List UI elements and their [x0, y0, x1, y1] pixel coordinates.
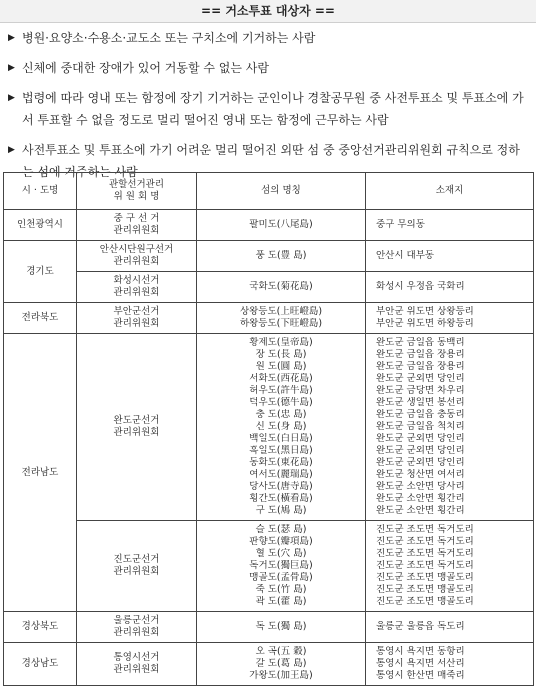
bullet-mark-icon: ▶: [8, 33, 15, 43]
location-name: 울릉군 울릉읍 독도리: [376, 621, 465, 632]
location-name: 통영시 욕지면 동항리: [376, 646, 465, 657]
location-name: 진도군 조도면 독거도리: [376, 524, 474, 535]
location-name: 완도군 군외면 당인리: [376, 433, 465, 444]
province-name: 인천광역시: [17, 219, 63, 230]
bullet-item: [8, 27, 530, 49]
island-name: 횡간도(橫看島): [249, 493, 313, 504]
bullet-item: [8, 57, 530, 79]
commission-line: 안산시단원구선거: [99, 244, 174, 255]
island-name: 곽 도(藿 島): [255, 596, 307, 607]
island-cell: [197, 612, 366, 643]
location-cell: [366, 643, 534, 686]
location-name: 통영시 한산면 매죽리: [376, 670, 465, 681]
province-cell: [4, 241, 77, 303]
location-name: 완도군 소안면 당사리: [376, 481, 465, 492]
bullet-item: [8, 87, 530, 131]
island-name: 독 도(獨 島): [255, 621, 307, 632]
commission-cell: [77, 612, 197, 643]
province-cell: [4, 303, 77, 334]
header-commission: [77, 173, 197, 210]
commission-cell: [77, 272, 197, 303]
province-cell: [4, 210, 77, 241]
island-name: 슬 도(瑟 島): [255, 524, 307, 535]
header-line: 섬의 명칭: [261, 185, 301, 196]
location-name: 진도군 조도면 독거도리: [376, 536, 474, 547]
island-name: 신 도(身 島): [255, 421, 307, 432]
location-name: 완도군 군외면 당인리: [376, 373, 465, 384]
location-cell: [366, 303, 534, 334]
header-line: 위 원 회 명: [113, 191, 160, 202]
island-name: 팔미도(八尾島): [249, 219, 313, 230]
island-name: 백일도(白日島): [249, 433, 313, 444]
island-name: 서화도(西花島): [249, 373, 313, 384]
location-name: 통영시 욕지면 서산리: [376, 658, 465, 669]
commission-line: 부안군선거: [113, 306, 160, 317]
province-name: 전라북도: [21, 312, 59, 323]
island-name: 하왕등도(下旺嶝島): [239, 318, 323, 329]
commission-cell: [77, 303, 197, 334]
island-cell: [197, 241, 366, 272]
header-location: [366, 173, 534, 210]
commission-line: 관리위원회: [113, 256, 160, 267]
location-name: 완도군 생일면 봉선리: [376, 397, 465, 408]
commission-cell: [77, 521, 197, 612]
commission-line: 화성시선거: [113, 275, 160, 286]
province-name: 전라남도: [21, 466, 59, 478]
commission-line: 관리위원회: [113, 287, 160, 298]
island-name: 여서도(麗瑞島): [249, 469, 313, 480]
commission-line: 통영시선거: [113, 652, 160, 663]
island-name: 죽 도(竹 島): [255, 584, 307, 595]
island-name: 구 도(鳩 島): [255, 505, 307, 516]
bullet-text: 병원·요양소·수용소·교도소 또는 구치소에 기거하는 사람: [22, 31, 316, 45]
commission-line: 관리위원회: [113, 566, 160, 577]
table-row: [4, 334, 534, 521]
commission-line: 관리위원회: [113, 225, 160, 236]
location-name: 진도군 조도면 맹골도리: [376, 584, 474, 595]
island-name: 풍 도(豊 島): [255, 250, 307, 261]
island-name: 당사도(唐寺島): [249, 481, 313, 492]
island-cell: [197, 210, 366, 241]
commission-line: 울릉군선거: [113, 615, 160, 626]
bullet-text: 사전투표소 및 투표소에 가기 어려운 멀리 떨어진 외딴 섬 중 중앙선거관리위원회 규칙으로 정하는 섬에 거주하는 사람: [22, 143, 520, 179]
island-name: 동화도(東花島): [249, 457, 313, 468]
location-cell: [366, 521, 534, 612]
table-row: [4, 612, 534, 643]
table-row: [4, 210, 534, 241]
island-cell: [197, 272, 366, 303]
commission-cell: [77, 643, 197, 686]
province-cell: [4, 334, 77, 612]
location-name: 완도군 금일읍 동백리: [376, 337, 465, 348]
location-name: 완도군 소안면 횡간리: [376, 505, 465, 516]
location-name: 완도군 군외면 당인리: [376, 445, 465, 456]
commission-line: 관리위원회: [113, 427, 160, 438]
location-name: 진도군 조도면 독거도리: [376, 560, 474, 571]
location-cell: [366, 334, 534, 521]
island-name: 흑일도(黑日島): [249, 445, 313, 456]
location-name: 완도군 소안면 횡간리: [376, 493, 465, 504]
table-row: [4, 241, 534, 272]
province-name: 경기도: [26, 265, 54, 277]
location-cell: [366, 272, 534, 303]
location-name: 완도군 금당면 차우리: [376, 385, 465, 396]
location-name: 완도군 청산면 여서리: [376, 469, 465, 480]
page-title: == 거소투표 대상자 ==: [0, 0, 536, 23]
commission-line: 중 구 선 거: [113, 213, 160, 224]
island-name: 덕우도(德牛島): [249, 397, 313, 408]
commission-cell: [77, 334, 197, 521]
island-cell: [197, 334, 366, 521]
island-name: 충 도(忠 島): [255, 409, 307, 420]
island-name: 허우도(許牛島): [249, 385, 313, 396]
location-name: 부안군 위도면 상왕등리: [376, 306, 474, 317]
island-name: 국화도(菊花島): [249, 281, 313, 292]
island-name: 가왕도(加王島): [249, 670, 313, 681]
header-line: 소재지: [435, 185, 464, 196]
header-line: 관할선거관리: [108, 179, 165, 190]
location-name: 진도군 조도면 맹골도리: [376, 572, 474, 583]
commission-line: 관리위원회: [113, 318, 160, 329]
header-island: [197, 173, 366, 210]
province-cell: [4, 643, 77, 686]
island-cell: [197, 521, 366, 612]
location-name: 부안군 위도면 하왕등리: [376, 318, 474, 329]
island-name: 황제도(皇帝島): [249, 337, 313, 348]
table-row: [4, 303, 534, 334]
location-name: 화성시 우정읍 국화리: [376, 281, 465, 292]
province-cell: [4, 612, 77, 643]
island-name: 장 도(長 島): [255, 349, 307, 360]
island-name: 판향도(瓣項島): [249, 536, 313, 547]
island-table: [3, 172, 534, 686]
island-name: 독거도(獨巨島): [249, 560, 313, 571]
location-name: 완도군 금일읍 충동리: [376, 409, 465, 420]
location-name: 안산시 대부동: [376, 250, 435, 261]
commission-cell: [77, 241, 197, 272]
island-name: 원 도(圓 島): [255, 361, 307, 372]
table-row: [4, 521, 534, 612]
commission-line: 진도군선거: [113, 554, 160, 565]
location-name: 진도군 조도면 독거도리: [376, 548, 474, 559]
location-name: 중구 무의동: [376, 219, 425, 230]
bullet-text: 법령에 따라 영내 또는 함정에 장기 기거하는 군인이나 경찰공무원 중 사전투표소 및 투표소에 가서 투표할 수 없을 정도로 멀리 떨어진 영내 또는 함정에 근무하는 사람: [22, 91, 524, 127]
location-name: 진도군 조도면 맹골도리: [376, 596, 474, 607]
bullet-text: 신체에 중대한 장애가 있어 거동할 수 없는 사람: [22, 61, 269, 75]
island-cell: [197, 303, 366, 334]
location-cell: [366, 210, 534, 241]
location-name: 완도군 금일읍 장용리: [376, 349, 465, 360]
island-name: 혈 도(穴 島): [255, 548, 307, 559]
bullet-mark-icon: ▶: [8, 63, 15, 73]
eligibility-list: [8, 27, 530, 191]
header-line: 시 · 도명: [21, 185, 59, 196]
province-name: 경상남도: [21, 658, 59, 669]
location-name: 완도군 금일읍 장용리: [376, 361, 465, 372]
island-name: 상왕등도(上旺嶝島): [239, 306, 323, 317]
table-header-row: [4, 173, 534, 210]
location-name: 완도군 군외면 당인리: [376, 457, 465, 468]
island-cell: [197, 643, 366, 686]
table-row: [4, 272, 534, 303]
island-name: 맹골도(孟骨島): [249, 572, 313, 583]
table-row: [4, 643, 534, 686]
commission-line: 관리위원회: [113, 627, 160, 638]
province-name: 경상북도: [21, 621, 59, 632]
location-cell: [366, 241, 534, 272]
commission-line: 관리위원회: [113, 664, 160, 675]
bullet-mark-icon: ▶: [8, 93, 15, 103]
location-cell: [366, 612, 534, 643]
location-name: 완도군 금일읍 척치리: [376, 421, 465, 432]
commission-line: 완도군선거: [113, 415, 160, 426]
bullet-mark-icon: ▶: [8, 145, 15, 155]
island-name: 갈 도(葛 島): [255, 658, 307, 669]
island-name: 오 곡(五 穀): [255, 646, 307, 657]
commission-cell: [77, 210, 197, 241]
header-province: [4, 173, 77, 210]
